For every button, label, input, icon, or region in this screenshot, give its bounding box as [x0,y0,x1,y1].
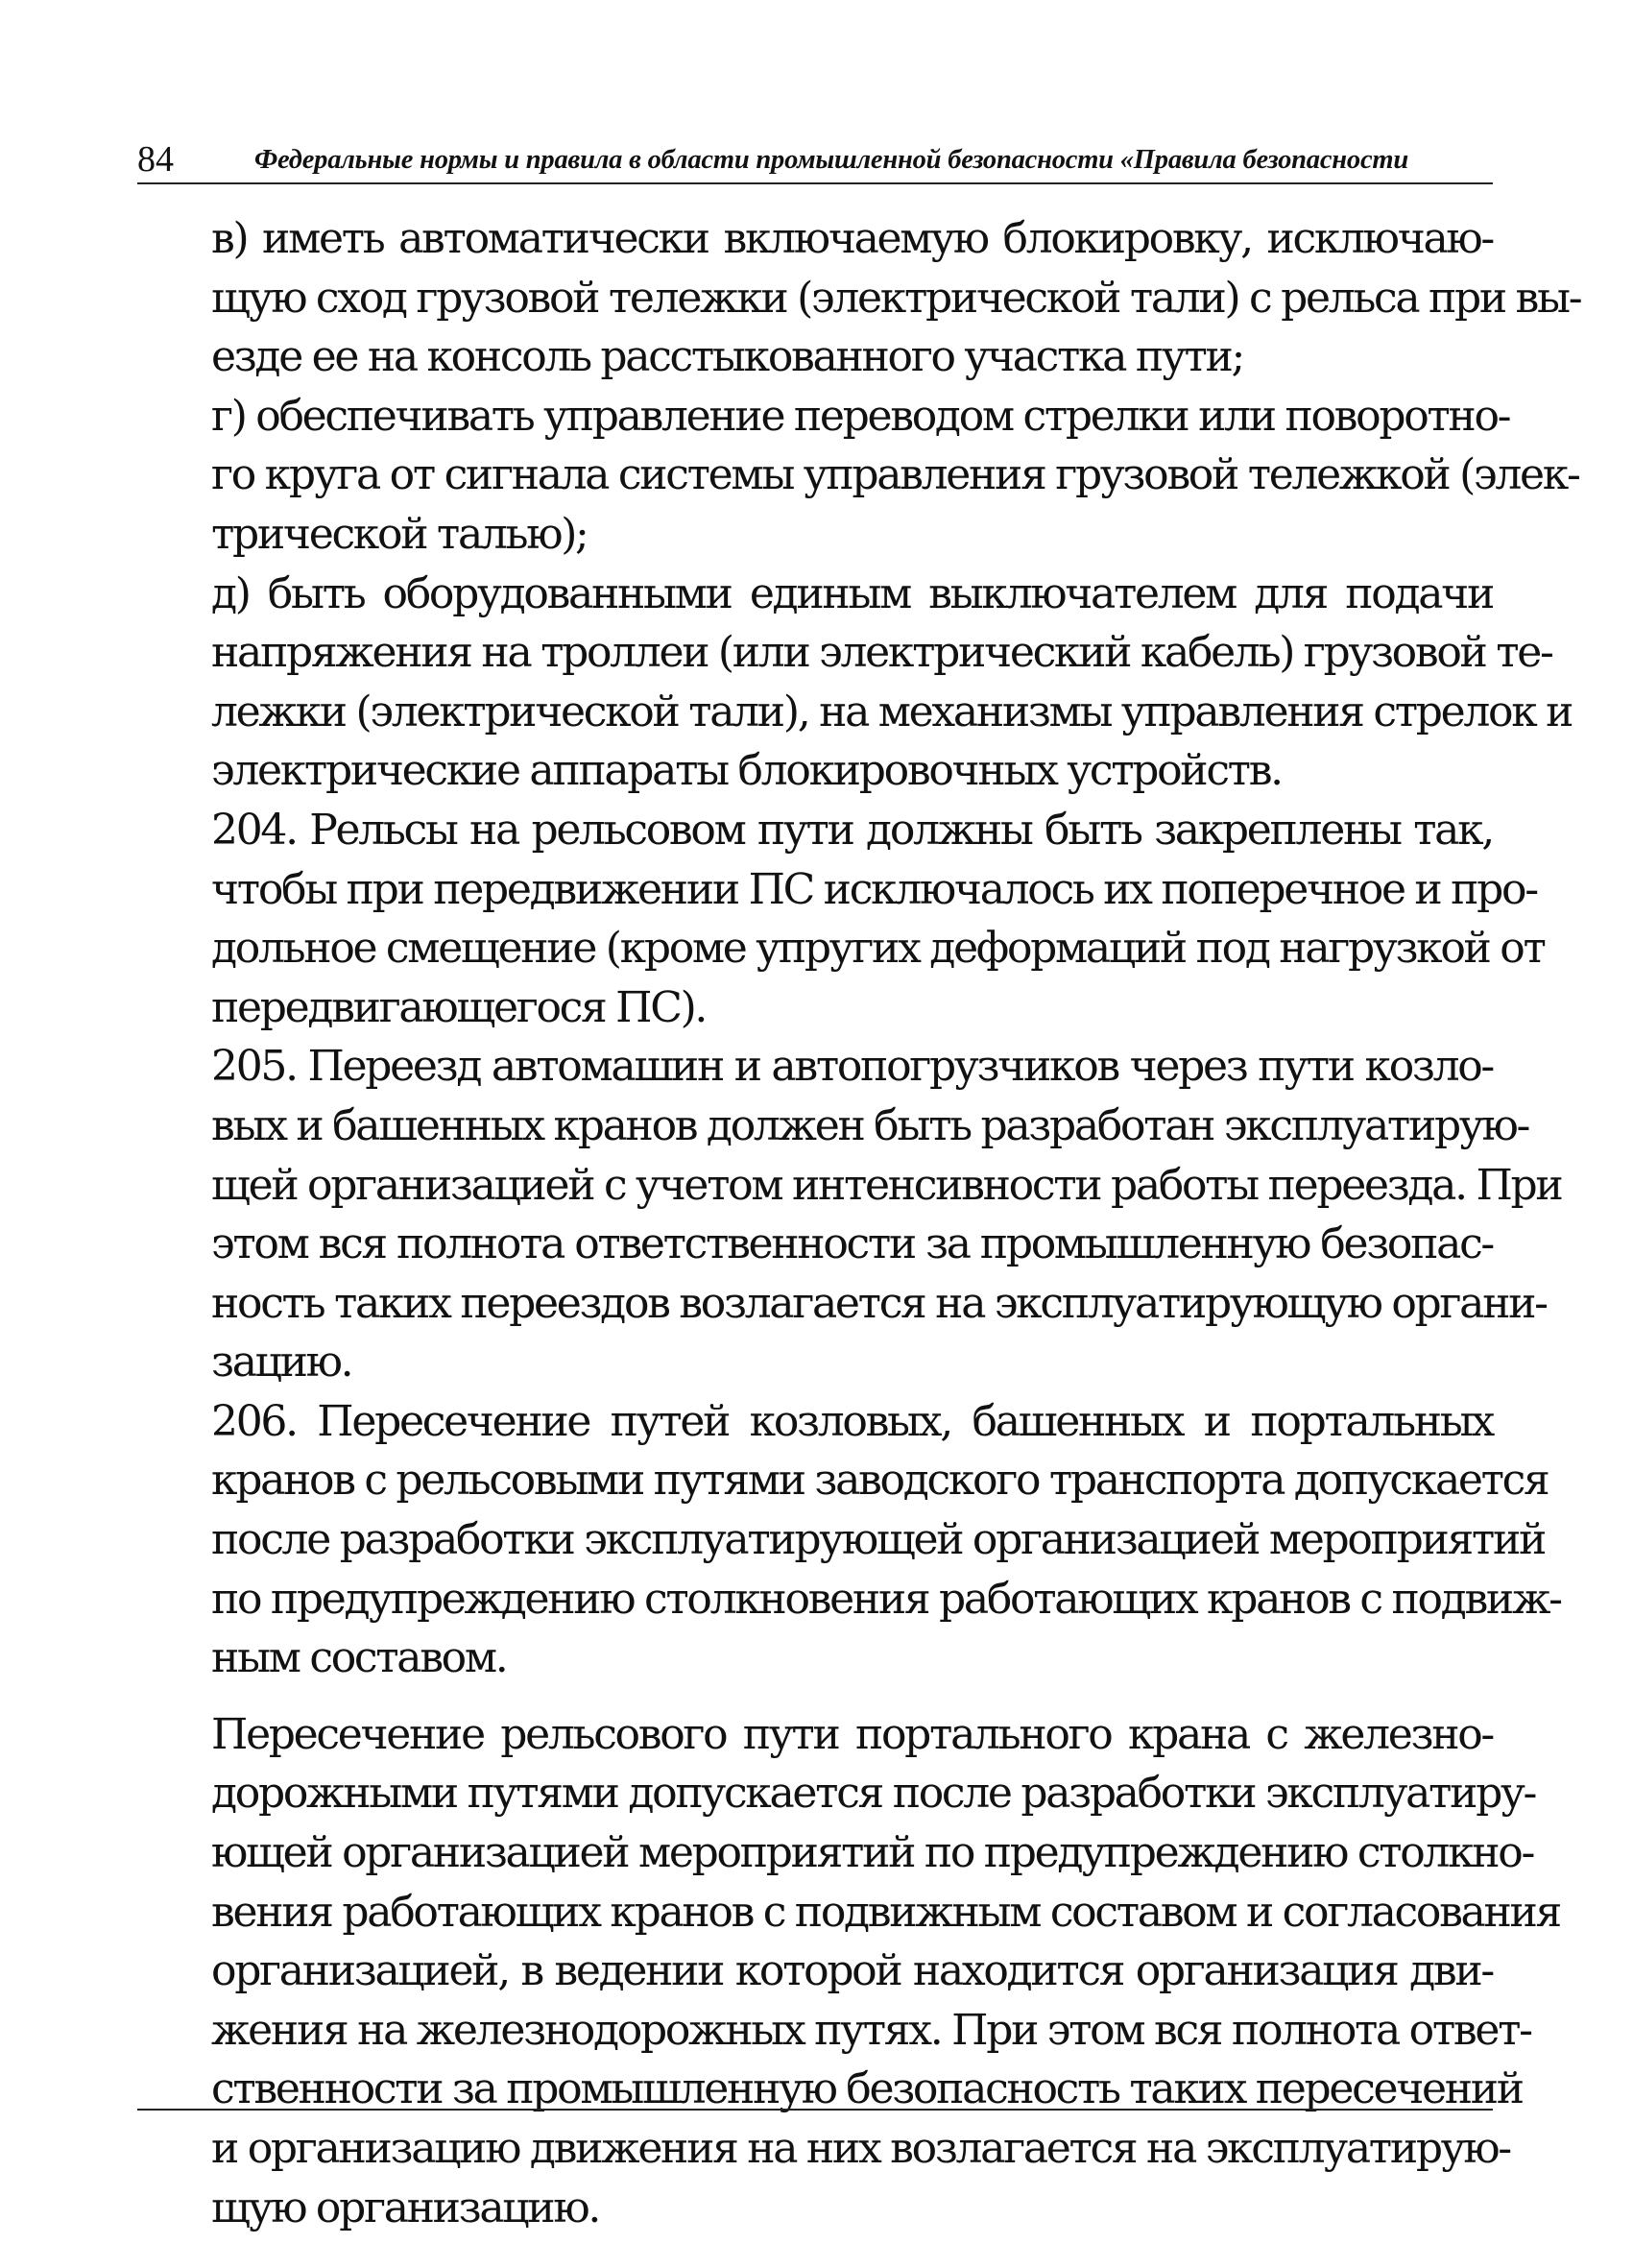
text-line: этом вся полнота ответственности за промышленную безопас- [211,1219,1493,1269]
text-line: 205. Переезд автомашин и автопогрузчиков через пути козло- [211,1042,1493,1092]
text-line: дорожными путями допускается после разработки эксплуатиру- [211,1769,1536,1819]
text-line: лежки (электрической тали), на механизмы управления стрелок и [211,687,1573,736]
text-line: ющей организацией мероприятий по предупреждению столкно- [211,1828,1534,1878]
text-line: 204. Рельсы на рельсовом пути должны быть закреплены так, [211,805,1493,855]
text-line: го круга от сигнала системы управления грузовой тележкой (элек- [211,450,1579,500]
text-line: д) быть оборудованными единым выключателем для подачи [211,568,1493,618]
text-line: щую сход грузовой тележки (электрической тали) с рельса при вы- [211,273,1581,323]
paragraph-204 [137,801,1545,1037]
text-line: организацией, в ведении которой находится организация дви- [211,1946,1493,1996]
paragraph-206 [137,1392,1561,1688]
text-line: 206. Пересечение путей козловых, башенных и портальных [211,1396,1493,1446]
paragraph-item-g [137,387,1579,565]
running-header [137,134,1493,184]
text-line: Пересечение рельсового пути портального крана с железно- [211,1709,1493,1759]
text-line: вых и башенных кранов должен быть разработан эксплуатирую- [211,1100,1529,1150]
text-line: езде ее на консоль расстыкованного участка пути; [211,332,1244,382]
text-line: передвигающегося ПС). [211,982,707,1032]
text-line: ственности за промышленную безопасность таких пересечений [211,2064,1523,2114]
running-title: Федеральные нормы и правила в области промышленной безопасности «Правила безопасности [254,145,1409,175]
text-line: ность таких переездов возлагается на эксплуатирующую органи- [211,1278,1547,1328]
text-line: ным составом. [211,1633,507,1683]
paragraph-206-continuation [137,1705,1560,2237]
text-line: жения на железнодорожных путях. При этом вся полнота ответ- [211,2005,1531,2055]
text-line: трической талью); [211,509,588,559]
bottom-rule [137,2109,1493,2111]
text-line: по предупреждению столкновения работающих кранов с подвиж- [211,1574,1561,1624]
text-line: щей организацией с учетом интенсивности работы переезда. При [211,1160,1562,1210]
text-line: напряжения на троллеи (или электрический кабель) грузовой те- [211,628,1552,678]
text-line: щую организацию. [211,2183,600,2232]
text-line: зацию. [211,1338,352,1387]
text-line: чтобы при передвижении ПС исключалось их поперечное и про- [211,864,1537,914]
text-line: г) обеспечивать управление переводом стрелки или поворотно- [211,391,1510,441]
text-line: кранов с рельсовыми путями заводского транспорта допускается [211,1456,1549,1506]
body-text [137,209,1581,2237]
paragraph-item-d [137,565,1573,801]
page-number: 84 [137,139,174,180]
text-line: после разработки эксплуатирующей организацией мероприятий [211,1515,1546,1565]
text-line: вения работающих кранов с подвижным составом и согласования [211,1887,1560,1937]
text-line: дольное смещение (кроме упругих деформаций под нагрузкой от [211,924,1545,974]
text-line: электрические аппараты блокировочных устройств. [211,746,1282,796]
paragraph-205 [137,1037,1562,1392]
text-line: в) иметь автоматически включаемую блокировку, исключаю- [211,214,1493,263]
paragraph-item-v [137,209,1581,387]
text-line: и организацию движения на них возлагается на эксплуатирую- [211,2124,1510,2173]
